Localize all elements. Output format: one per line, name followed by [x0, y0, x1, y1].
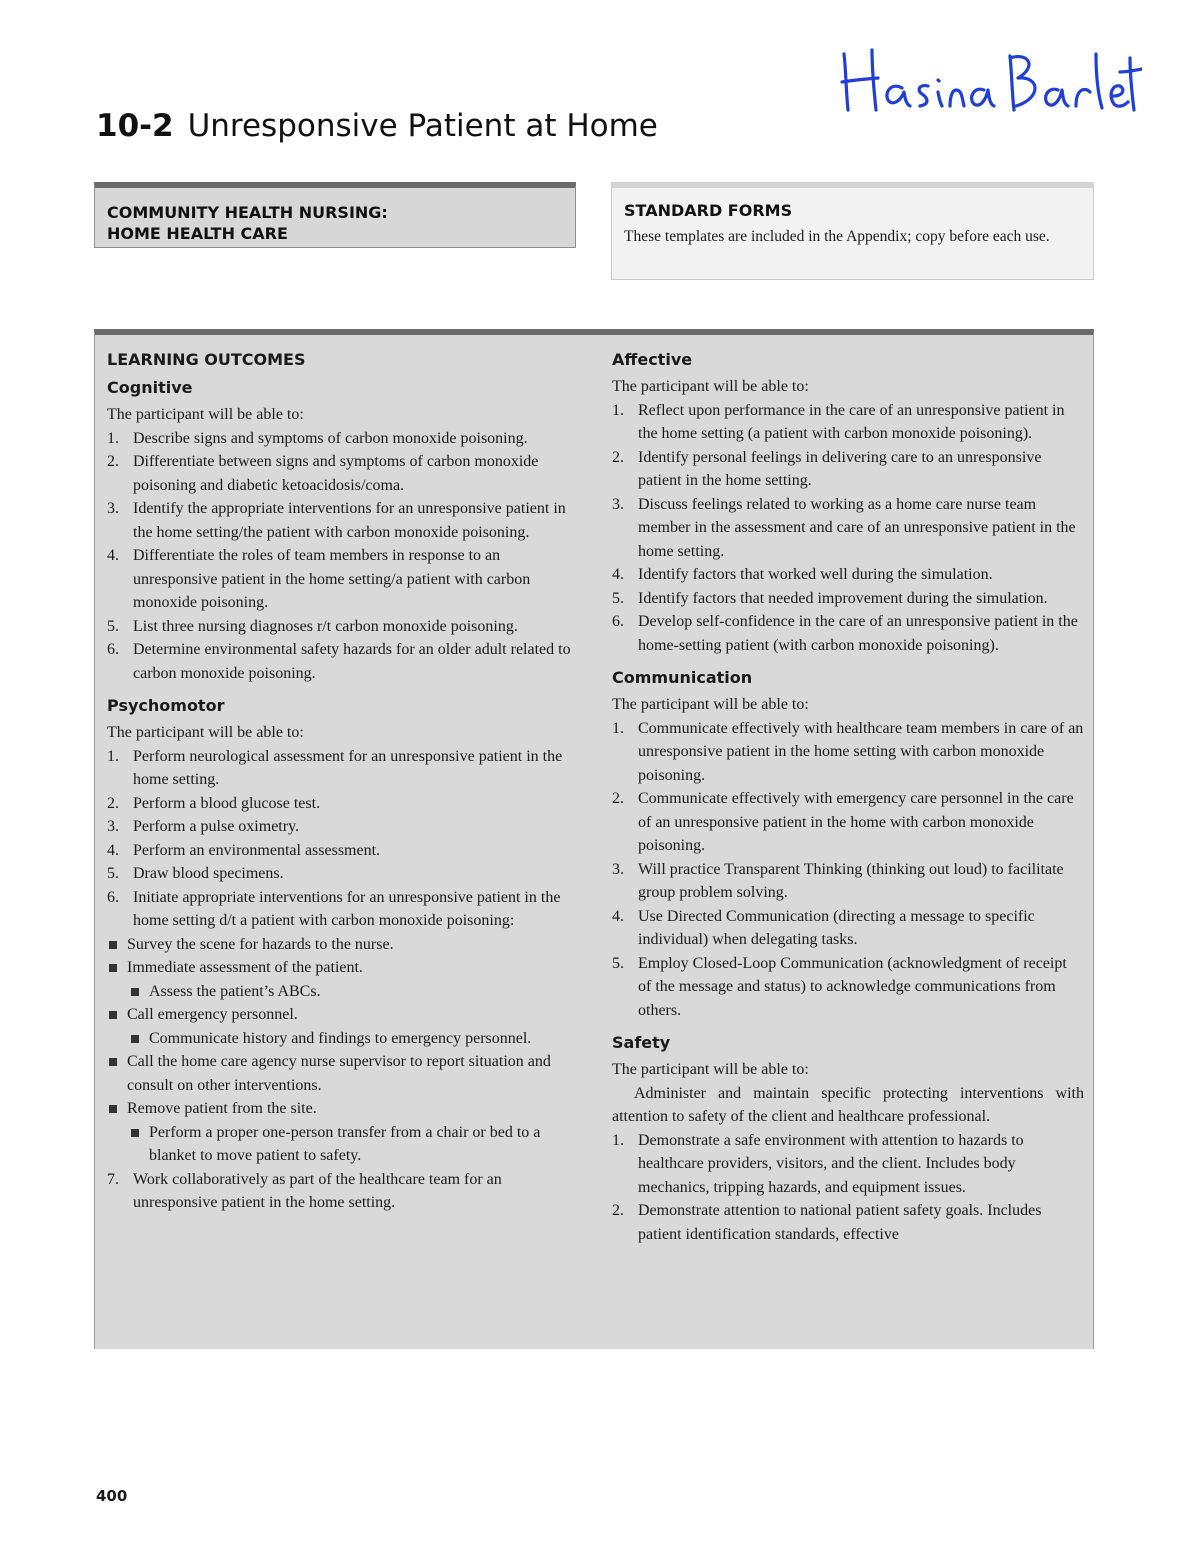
affective-intro: The participant will be able to: — [612, 378, 809, 395]
title-number: 10-2 — [96, 108, 174, 144]
square-bullet-icon — [109, 1105, 117, 1113]
affective-heading: Affective — [612, 350, 693, 369]
list-item: 4. Identify factors that worked well during the simulation. — [612, 566, 993, 583]
community-line-1: COMMUNITY HEALTH NURSING: — [107, 203, 388, 222]
list-item: 7. Work collaboratively as part of the healthcare team for an unresponsive patient in the home setting. — [107, 1170, 502, 1211]
list-item: 3. Perform a pulse oximetry. — [107, 818, 300, 835]
affective-list — [612, 399, 1084, 658]
psychomotor-list-cont — [107, 1168, 579, 1215]
sub-bullet-item: Perform a proper one-person transfer from a chair or bed to a blanket to move patient to safety. — [129, 1121, 579, 1168]
square-bullet-icon — [109, 1011, 117, 1019]
list-item: 2. Differentiate between signs and symptoms of carbon monoxide poisoning and diabetic ketoacidosis/coma. — [107, 453, 539, 494]
list-item: 4. Perform an environmental assessment. — [107, 841, 381, 859]
list-item: 1. Demonstrate a safe environment with attention to hazards to healthcare providers, visitors, and the client. Includes body mechanics, tripping hazards, and equipment issues. — [612, 1131, 1024, 1196]
sub-bullet-item: Communicate history and findings to emergency personnel. — [129, 1027, 579, 1051]
list-item: 2. Identify personal feelings in delivering care to an unresponsive patient in the home setting. — [612, 448, 1042, 489]
bullet-item: Immediate assessment of the patient. — [107, 956, 579, 980]
communication-list — [612, 717, 1084, 1023]
cognitive-heading: Cognitive — [107, 378, 193, 397]
learning-outcomes-panel — [94, 329, 1094, 1349]
square-bullet-icon — [109, 941, 117, 949]
bullet-item: Call the home care agency nurse supervisor to report situation and consult on other interventions. — [107, 1050, 579, 1097]
safety-intro-2: Administer and maintain specific protecting interventions with attention to safety of the client and healthcare professional. — [612, 1084, 1084, 1125]
safety-intro: The participant will be able to: — [612, 1061, 809, 1078]
learning-outcomes-heading: LEARNING OUTCOMES — [107, 350, 306, 369]
safety-list — [612, 1129, 1084, 1247]
handwritten-signature — [832, 36, 1142, 116]
communication-heading: Communication — [612, 668, 753, 687]
bullet-item: Call emergency personnel. — [107, 1003, 579, 1027]
list-item: 2. Communicate effectively with emergency care personnel in the care of an unresponsive patient in the home with carbon monoxide poisoning. — [612, 790, 1074, 854]
standard-forms-heading: STANDARD FORMS — [624, 201, 793, 220]
list-item: 3. Discuss feelings related to working as a home care nurse team member in the assessment and care of an unresponsive patient in the home setting. — [612, 495, 1076, 560]
list-item: 5. Employ Closed-Loop Communication (acknowledgment of receipt of the message and status) to acknowledge communications from others. — [612, 954, 1067, 1019]
square-bullet-icon — [131, 1035, 139, 1043]
list-item: 1. Perform neurological assessment for an unresponsive patient in the home setting. — [107, 747, 563, 788]
right-column — [612, 349, 1084, 1246]
list-item: 1. Communicate effectively with healthcare team members in care of an unresponsive patient in the home setting with carbon monoxide poisoning. — [612, 719, 1084, 784]
community-health-box — [94, 182, 576, 248]
list-item: 5. List three nursing diagnoses r/t carbon monoxide poisoning. — [107, 617, 518, 635]
list-item: 6. Develop self-confidence in the care of an unresponsive patient in the home-setting patient (with carbon monoxide poisoning). — [612, 613, 1078, 654]
list-item: 3. Will practice Transparent Thinking (thinking out loud) to facilitate group problem solving. — [612, 860, 1064, 901]
list-item: 5. Draw blood specimens. — [107, 865, 284, 882]
communication-intro: The participant will be able to: — [612, 696, 809, 713]
list-item: 6. Determine environmental safety hazards for an older adult related to carbon monoxide poisoning. — [107, 641, 571, 682]
safety-heading: Safety — [612, 1033, 671, 1052]
page-title — [96, 108, 658, 144]
list-item: 6. Initiate appropriate interventions for an unresponsive patient in the home setting d/t a patient with carbon monoxide poisoning: — [107, 888, 561, 929]
list-item: 2. Perform a blood glucose test. — [107, 794, 321, 812]
list-item: 1. Reflect upon performance in the care of an unresponsive patient in the home setting (a patient with carbon monoxide poisoning). — [612, 401, 1065, 442]
community-line-2: HOME HEALTH CARE — [107, 224, 288, 243]
square-bullet-icon — [131, 988, 139, 996]
list-item: 2. Demonstrate attention to national patient safety goals. Includes patient identification standards, effective — [612, 1202, 1042, 1243]
left-column — [107, 349, 579, 1215]
bullet-item: Survey the scene for hazards to the nurse. — [107, 933, 579, 957]
page-number: 400 — [96, 1487, 128, 1505]
standard-forms-text: These templates are included in the Appendix; copy before each use. — [624, 228, 1050, 245]
psychomotor-heading: Psychomotor — [107, 696, 225, 715]
cognitive-list — [107, 427, 579, 686]
bullet-item: Remove patient from the site. — [107, 1097, 579, 1121]
list-item: 1. Describe signs and symptoms of carbon monoxide poisoning. — [107, 429, 528, 447]
psychomotor-intro: The participant will be able to: — [107, 724, 304, 741]
square-bullet-icon — [109, 1058, 117, 1066]
sub-bullet-item: Assess the patient’s ABCs. — [129, 980, 579, 1004]
list-item: 5. Identify factors that needed improvement during the simulation. — [612, 589, 1048, 607]
list-item: 4. Differentiate the roles of team members in response to an unresponsive patient in the home setting/a patient with carbon monoxide poisoning. — [107, 547, 531, 611]
square-bullet-icon — [109, 964, 117, 972]
list-item: 3. Identify the appropriate interventions for an unresponsive patient in the home setting/the patient with carbon monoxide poisoning. — [107, 500, 566, 541]
list-item: 4. Use Directed Communication (directing a message to specific individual) when delegating tasks. — [612, 907, 1035, 948]
square-bullet-icon — [131, 1129, 139, 1137]
cognitive-intro: The participant will be able to: — [107, 406, 304, 423]
standard-forms-box — [611, 182, 1094, 280]
title-text: Unresponsive Patient at Home — [187, 108, 658, 144]
psychomotor-list — [107, 745, 579, 933]
